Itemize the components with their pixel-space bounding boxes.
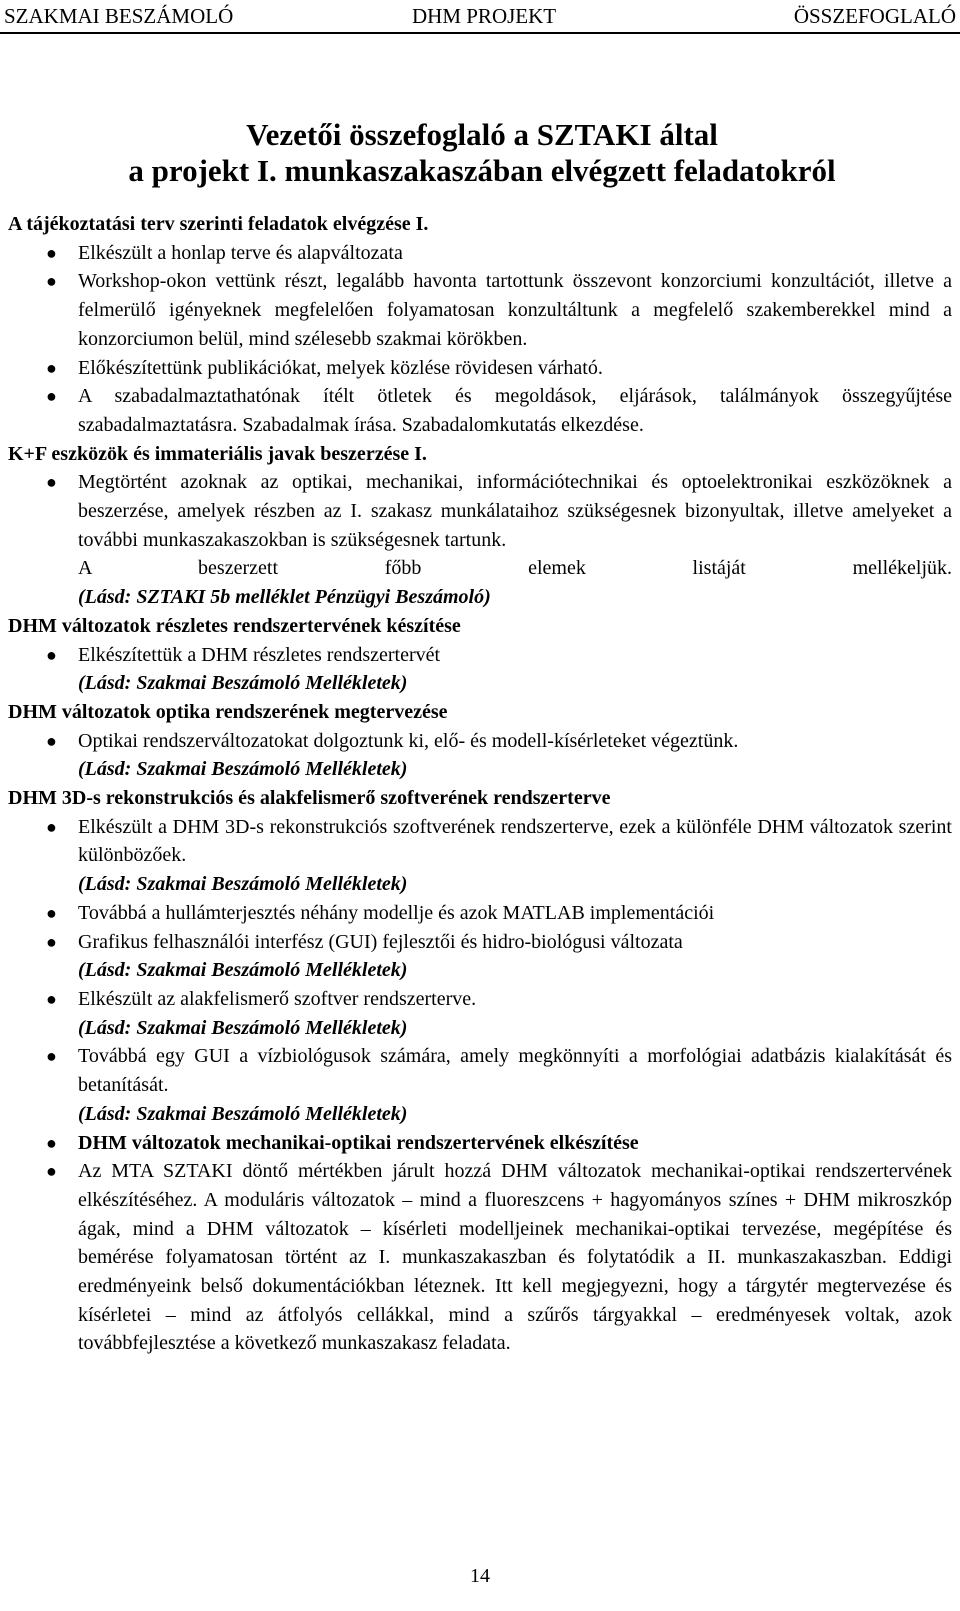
title-line-2: a projekt I. munkaszakaszában elvégzett feladatokról — [128, 153, 836, 188]
list-item: ● Megtörtént azoknak az optikai, mechanikai, információtechnikai és optoelektronikai eszközöknek a beszerzése, amelyek részben az I. szakasz munkálataihoz szükségesnek bizonyultak, illetve amelyeket a további munkaszakaszokban is szükségesnek tartunk. A beszerzett főbb elemek listáját mellékeljük. — [8, 468, 952, 583]
list-item: ● A szabadalmaztathatónak ítélt ötletek és megoldások, eljárások, találmányok összegyűjtése szabadalmaztatásra. Szabadalmak írása. Szabadalomkutatás elkezdése. — [8, 382, 952, 439]
header-left: SZAKMAI BESZÁMOLÓ — [4, 4, 234, 28]
list-item: ● Elkészítettük a DHM részletes rendszertervét — [8, 641, 952, 670]
reference-note: (Lásd: Szakmai Beszámoló Mellékletek) — [78, 1016, 408, 1039]
section-heading-procurement: K+F eszközök és immateriális javak beszerzése I. — [8, 442, 427, 465]
reference-note: (Lásd: Szakmai Beszámoló Mellékletek) — [78, 1102, 408, 1125]
section-heading-software: DHM 3D-s rekonstrukciós és alakfelismerő szoftverének rendszerterve — [8, 787, 611, 810]
header-center: DHM PROJEKT — [412, 4, 557, 28]
bullet-list-optics — [8, 727, 952, 756]
list-item: ● Grafikus felhasználói interfész (GUI) fejlesztői és hidro-biológusi változata — [8, 928, 952, 957]
list-item: ● Optikai rendszerváltozatokat dolgoztunk ki, elő- és modell-kísérleteket végeztünk. — [8, 727, 952, 756]
bullet-list-info-plan — [8, 239, 952, 440]
list-item: ● Elkészült a DHM 3D-s rekonstrukciós szoftverének rendszerterve, ezek a különféle DHM változatok szerint különbözőek. — [8, 813, 952, 870]
list-item: ● Továbbá egy GUI a vízbiológusok számára, amely megkönnyíti a morfológiai adatbázis kialakítását és betanítását. — [8, 1042, 952, 1099]
bullet-icon: ● — [46, 386, 57, 407]
bullet-icon: ● — [46, 988, 57, 1009]
reference-note: (Lásd: Szakmai Beszámoló Mellékletek) — [78, 672, 408, 695]
title-line-1: Vezetői összefoglaló a SZTAKI által — [246, 117, 718, 152]
bullet-list-mechanics — [8, 1129, 952, 1359]
bullet-list-software — [8, 813, 952, 870]
reference-note: (Lásd: Szakmai Beszámoló Mellékletek) — [78, 873, 408, 896]
bullet-icon: ● — [46, 1132, 57, 1153]
reference-note: (Lásd: Szakmai Beszámoló Mellékletek) — [78, 959, 408, 982]
bullet-icon: ● — [46, 357, 57, 378]
bullet-icon: ● — [46, 472, 57, 493]
bullet-icon: ● — [46, 730, 57, 751]
list-item: ● Workshop-okon vettünk részt, legalább havonta tartottunk összevont konzorciumi konzultációt, illetve a felmerülő igényeknek megfelelően folyamatosan konzultáltunk a megfelelő szakemberekkel mind a konzorciumon belül, mind szélesebb szakmai körökben. — [8, 267, 952, 353]
bullet-icon: ● — [46, 931, 57, 952]
list-item: ● Elkészült a honlap terve és alapváltozata — [8, 239, 952, 268]
bullet-icon: ● — [46, 1046, 57, 1067]
section-heading-system-plan: DHM változatok részletes rendszertervének készítése — [8, 614, 461, 637]
bullet-icon: ● — [46, 902, 57, 923]
list-item: ● Továbbá a hullámterjesztés néhány modellje és azok MATLAB implementációi — [8, 899, 952, 928]
bullet-list-software-3 — [8, 985, 952, 1014]
list-item: ● Az MTA SZTAKI döntő mértékben járult hozzá DHM változatok mechanikai-optikai rendszertervének elkészítéséhez. A moduláris változatok – mind a fluoreszcens + hagyományos színes + DHM mikroszkóp ágak, mind a DHM változatok – kísérleti modelljeinek mechanikai-optikai tervezése, megépítése és bemérése folyamatosan történt az I. munkaszakaszban és folytatódik a II. munkaszakaszban. Eddigi eredményeink belső dokumentációkban léteznek. Itt kell megjegyezni, hogy a tárgytér megtervezése és kísérletei – mind az átfolyós cellákkal, mind a szűrős tárgyakkal – eredményesek voltak, azok továbbfejlesztése a következő munkaszakasz feladata. — [8, 1157, 952, 1358]
section-heading-info-plan: A tájékoztatási terv szerinti feladatok elvégzése I. — [8, 213, 429, 235]
bullet-icon: ● — [46, 1161, 57, 1182]
document-body — [8, 210, 952, 1358]
bullet-list-system-plan — [8, 641, 952, 670]
page-number: 14 — [470, 1565, 490, 1587]
list-item: ● Elkészült az alakfelismerő szoftver rendszerterve. — [8, 985, 952, 1014]
header-right: ÖSSZEFOGLALÓ — [793, 4, 956, 28]
section-heading-optics: DHM változatok optika rendszerének megtervezése — [8, 700, 448, 723]
bullet-icon: ● — [46, 242, 57, 263]
bullet-list-software-4 — [8, 1042, 952, 1099]
bullet-icon: ● — [46, 271, 57, 292]
bullet-icon: ● — [46, 644, 57, 665]
reference-note: (Lásd: Szakmai Beszámoló Mellékletek) — [78, 758, 408, 781]
bullet-list-software-2 — [8, 899, 952, 956]
list-item: ● DHM változatok mechanikai-optikai rendszertervének elkészítése — [8, 1129, 952, 1158]
list-item: ● Előkészítettünk publikációkat, melyek közlése rövidesen várható. — [8, 354, 952, 383]
reference-note: (Lásd: SZTAKI 5b melléklet Pénzügyi Beszámoló) — [78, 586, 491, 609]
page-header — [0, 0, 960, 34]
bullet-icon: ● — [46, 816, 57, 837]
bullet-list-procurement — [8, 468, 952, 583]
